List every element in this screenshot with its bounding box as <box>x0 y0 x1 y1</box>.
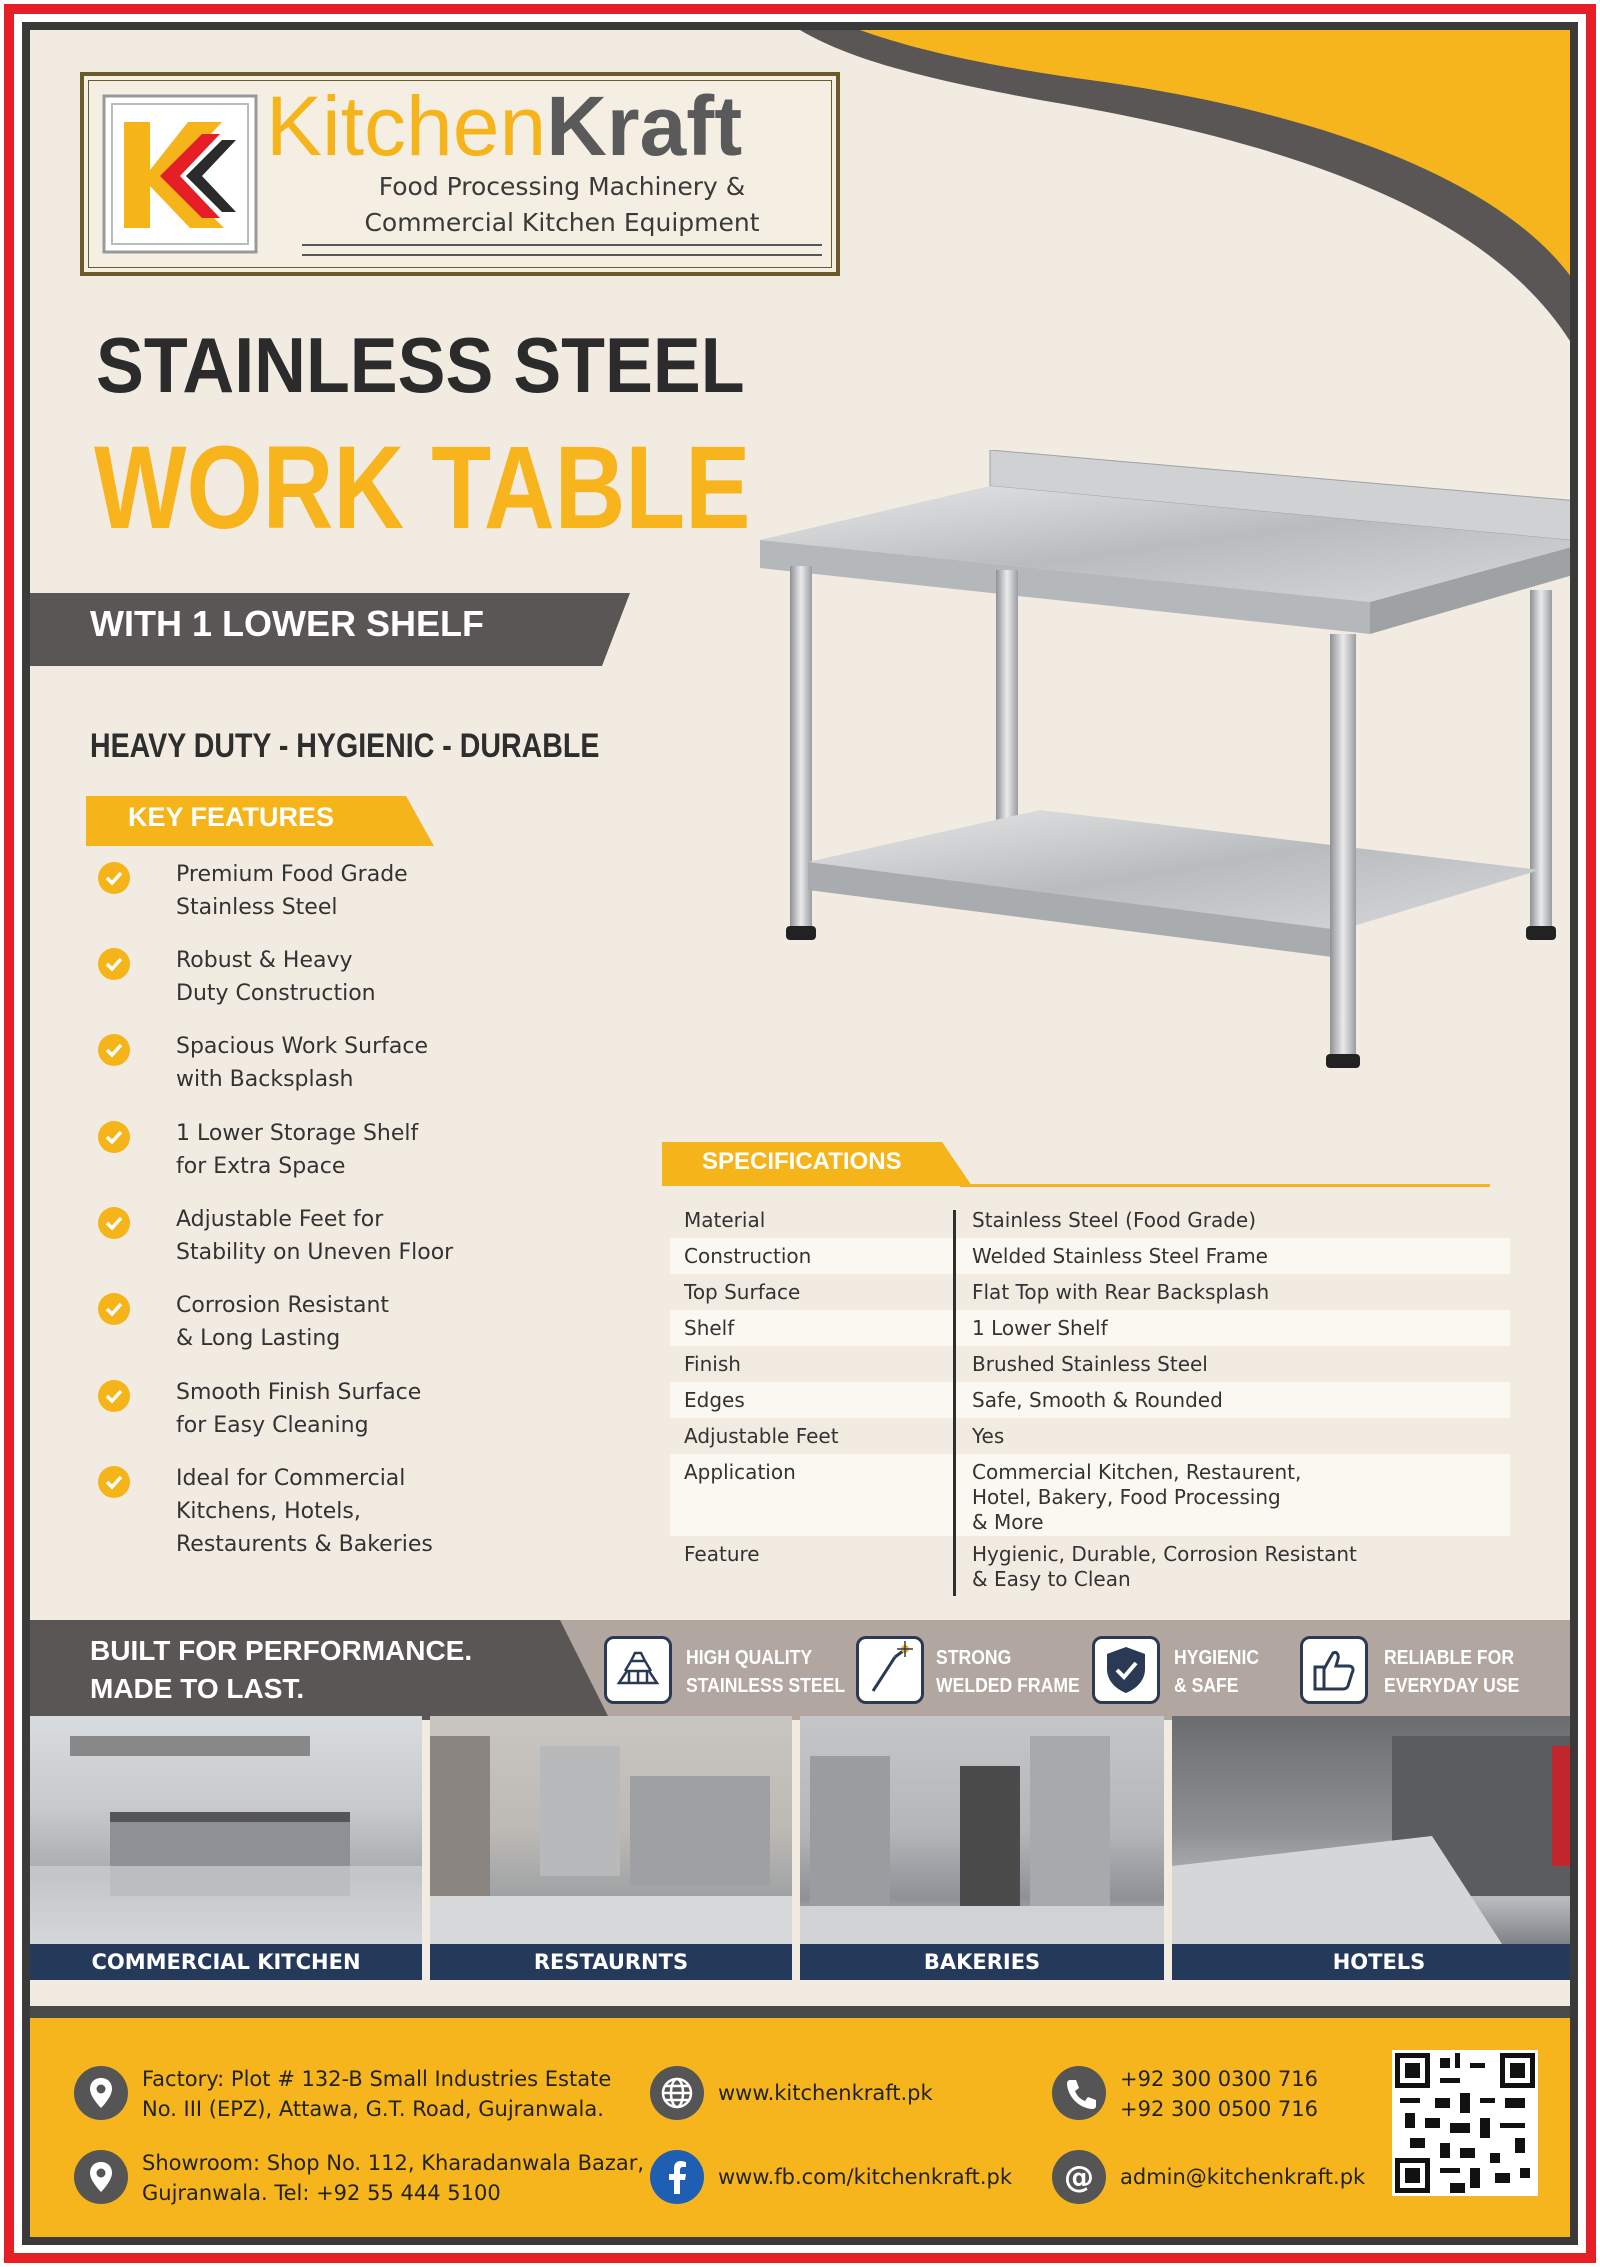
factory-address: Factory: Plot # 132-B Small Industries Estate No. III (EPZ), Attawa, G.T. Road, Gujranwala. <box>142 2067 612 2121</box>
check-icon <box>98 862 130 894</box>
check-icon <box>98 948 130 980</box>
welding-torch-icon <box>856 1636 924 1704</box>
qr-code[interactable] <box>1392 2050 1538 2196</box>
commercial-kitchen-photo <box>30 1716 422 1944</box>
shelf-banner-text: WITH 1 LOWER SHELF <box>90 603 484 644</box>
check-icon <box>98 1293 130 1325</box>
email-at-icon <box>1052 2150 1106 2204</box>
hotels-photo <box>1172 1716 1578 1944</box>
spec-row: Shelf 1 Lower Shelf <box>670 1310 1510 1346</box>
location-pin-icon <box>74 2150 128 2204</box>
badge-label: RELIABLE FOR EVERYDAY USE <box>1384 1647 1520 1697</box>
phone-numbers[interactable]: +92 300 0300 716 +92 300 0500 716 <box>1120 2067 1318 2121</box>
caption-restaurants: RESTAURNTS <box>430 1944 792 1980</box>
performance-slogan: BUILT FOR PERFORMANCE. MADE TO LAST. <box>90 1635 473 1704</box>
shield-check-icon <box>1092 1636 1160 1704</box>
caption-commercial-kitchen: COMMERCIAL KITCHEN <box>30 1944 422 1980</box>
spec-row: Material Stainless Steel (Food Grade) <box>684 1208 1257 1232</box>
check-icon <box>98 1466 130 1498</box>
showroom-address: Showroom: Shop No. 112, Kharadanwala Bazar, Gujranwala. Tel: +92 55 444 5100 <box>142 2151 645 2205</box>
work-table-product-image <box>760 450 1578 1150</box>
footer-separator <box>30 2006 1578 2018</box>
title-line2: WORK TABLE <box>94 422 751 554</box>
specifications-heading: SPECIFICATIONS <box>702 1148 902 1175</box>
spec-row: Edges Safe, Smooth & Rounded <box>670 1382 1510 1418</box>
badge-label: STRONG WELDED FRAME <box>936 1647 1080 1697</box>
facebook-icon <box>650 2150 704 2204</box>
check-icon <box>98 1034 130 1066</box>
website-link[interactable]: www.kitchenkraft.pk <box>718 2081 933 2105</box>
svg-text:@: @ <box>1064 2160 1094 2195</box>
spec-row: Feature Hygienic, Durable, Corrosion Resistant & Easy to Clean <box>684 1542 1357 1591</box>
brand-tagline-line2: Commercial Kitchen Equipment <box>364 208 760 237</box>
badge-label: HYGIENIC & SAFE <box>1174 1647 1260 1697</box>
phone-icon <box>1052 2066 1106 2120</box>
badge-label: HIGH QUALITY STAINLESS STEEL <box>686 1647 846 1697</box>
tagline-underline <box>302 244 822 256</box>
contact-footer <box>30 2018 1578 2245</box>
key-features-heading: KEY FEATURES <box>128 802 335 832</box>
spec-row: Finish Brushed Stainless Steel <box>684 1352 1208 1376</box>
specifications-table <box>670 1202 1510 1594</box>
location-pin-icon <box>74 2066 128 2120</box>
steel-bars-icon <box>604 1636 672 1704</box>
check-icon <box>98 1207 130 1239</box>
kitchenkraft-logo-icon <box>102 94 258 254</box>
check-icon <box>98 1380 130 1412</box>
poster: KitchenKraft Food Processing Machinery & Commercial Kitchen Equipment STAINLESS STEEL WORK TABLE WITH 1 LOWER SHELF HEAVY DUTY - HYGIENIC - DURABLE KEY FEATURES Premium Food Grade Stainless Steel Robust & Heavy Duty Construction Spacious Work Surface with Backsplash 1 Lower Storage Shelf for Extra Space Adjustable Feet for Stability on Uneven Floor Corrosion Resistant & Long Lasting Smooth Finish Surface for Easy Cleaning Ideal for Commercial Kitchens, Hotels, Restaurents & Bakeries SPECIFICATIONS Material Stainless Steel (Food Grade) Construction Welded Stainless Steel Frame Top Surface Flat Top with Rear Backsplash Shelf 1 Lower Shelf Finish Brushed Stainless Steel Edges Safe, Smooth & Rounded Adjustable Feet Yes Application Commercial Kitchen, Restaurent, Hotel, Bakery, Food Processing & More Feature Hygienic, Durable, Corrosion Resistant & Easy to Clean BUILT FOR PERFORMANCE. MADE TO LAST. HIGH QUALITY STAINLESS STEEL STRONG WELDED FRAME HYGIENIC & SAFE RELIABLE FOR EVERYDAY USE COMMERCIAL KITCHEN RESTAURNTS BAKERIES HOTELS Factory: Plot # 132-B Small Industries Estate No. III (EPZ), Attawa, G.T. Road, Gujranwala. Showroom: Shop No. 112, Kharadanwala Bazar, Gujranwala. Tel: +92 55 444 5100 www.kitchenkraft.pk www.fb.com/kitchenkraft.pk +92 300 0300 716 +92 300 0500 716 @ admin@kitchenkraft.pk <box>22 22 1578 2245</box>
email-link[interactable]: admin@kitchenkraft.pk <box>1120 2165 1366 2189</box>
spec-row: Construction Welded Stainless Steel Frame <box>670 1238 1510 1274</box>
specifications-rule <box>960 1184 1490 1187</box>
spec-column-divider <box>953 1210 956 1596</box>
spec-row: Top Surface Flat Top with Rear Backsplash <box>684 1280 1270 1304</box>
brand-tagline-line1: Food Processing Machinery & <box>378 172 746 201</box>
globe-icon <box>650 2066 704 2120</box>
caption-hotels: HOTELS <box>1172 1944 1578 1980</box>
caption-bakeries: BAKERIES <box>800 1944 1164 1980</box>
restaurants-photo <box>430 1716 792 1944</box>
check-icon <box>98 1121 130 1153</box>
title-line1: STAINLESS STEEL <box>96 321 745 409</box>
bakeries-photo <box>800 1716 1164 1944</box>
facebook-link[interactable]: www.fb.com/kitchenkraft.pk <box>718 2165 1012 2189</box>
brand-name: KitchenKraft <box>266 79 743 173</box>
thumbs-up-icon <box>1300 1636 1368 1704</box>
spec-row: Adjustable Feet Yes <box>684 1424 1005 1448</box>
tagline-subheading: HEAVY DUTY - HYGIENIC - DURABLE <box>90 727 600 765</box>
spec-row: Application Commercial Kitchen, Restaurent, Hotel, Bakery, Food Processing & More <box>670 1454 1510 1536</box>
